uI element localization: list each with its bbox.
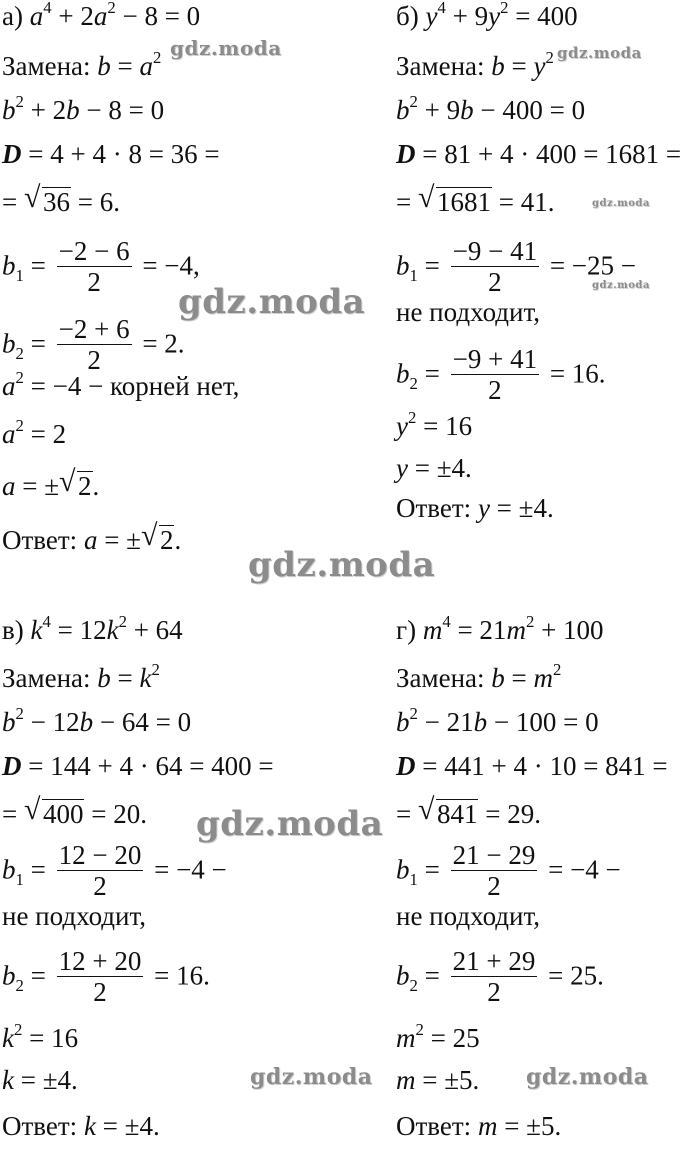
quadratic-a: $b^2 + 2b - 8 = 0$: [2, 91, 165, 125]
b2-b: $b_2$ = $\frac{-9 + 41}{2}$ = 16.: [396, 344, 606, 405]
discriminant-c: D = 144 + 4 · 64 = 400 =: [2, 751, 274, 781]
case2-d: m = ±5.: [396, 1065, 480, 1095]
substitution-b: Замена: $b = y^2$: [396, 47, 554, 81]
discriminant-d: D = 441 + 4 · 10 = 841 =: [396, 751, 668, 781]
substitution-d: Замена: $b = m^2$: [396, 659, 562, 693]
answer-d: Ответ: m = ±5.: [396, 1111, 562, 1141]
case3-a: a = ± √ 2.: [2, 465, 100, 501]
b1-note-d: не подходит,: [396, 901, 540, 931]
watermark: gdz.moda: [178, 282, 366, 322]
sqrt-sign: √ 841: [417, 793, 478, 829]
b2-a: $b_2$ = $\frac{-2 + 6}{2}$ = 2.: [2, 314, 185, 375]
equation-d: г) $m^4 = 21m^2 + 100$: [396, 611, 604, 645]
case1-b: $y^2 = 16$: [396, 407, 473, 441]
fraction: $\frac{12 - 20}{2}$: [58, 840, 142, 901]
quadratic-d: $b^2 - 21b - 100 = 0$: [396, 703, 599, 737]
fraction: $\frac{-9 + 41}{2}$: [452, 344, 538, 405]
b1-d: $b_1$ = $\frac{21 - 29}{2}$ = −4 −: [396, 840, 621, 901]
root-d: = √ 841 = 29.: [396, 793, 541, 829]
answer-b: Ответ: y = ±4.: [396, 493, 554, 523]
sqrt-sign: √ 36: [23, 181, 70, 217]
discriminant-b: D = 81 + 4 · 400 = 1681 =: [396, 139, 682, 169]
sqrt-sign: √ 2: [59, 465, 92, 501]
equation-b: б) $y^4 + 9y^2 = 400$: [396, 0, 578, 31]
fraction: $\frac{-2 + 6}{2}$: [58, 314, 130, 375]
b1-note-b: не подходит,: [396, 297, 540, 327]
sqrt-sign: √ 2: [140, 519, 174, 555]
b1-a: $b_1$ = $\frac{-2 - 6}{2}$ = −4,: [2, 236, 200, 297]
root-b: = √ 1681 = 41.: [396, 181, 555, 217]
answer-a: Ответ: a = ± √ 2.: [2, 519, 182, 555]
quadratic-c: $b^2 - 12b - 64 = 0$: [2, 703, 192, 737]
fraction: $\frac{12 + 20}{2}$: [58, 946, 142, 1007]
case2-a: $a^2 = 2$: [2, 415, 67, 449]
b1-note-c: не подходит,: [2, 901, 146, 931]
fraction: $\frac{21 + 29}{2}$: [452, 946, 536, 1007]
sqrt-sign: √ 1681: [417, 181, 491, 217]
fraction: $\frac{-9 - 41}{2}$: [452, 236, 538, 297]
substitution-c: Замена: $b = k^2$: [2, 659, 160, 693]
b2-d: $b_2$ = $\frac{21 + 29}{2}$ = 25.: [396, 946, 604, 1007]
watermark: gdz.moda: [592, 280, 650, 291]
quadratic-b: $b^2 + 9b - 400 = 0$: [396, 91, 586, 125]
watermark: gdz.moda: [250, 1064, 373, 1090]
answer-c: Ответ: k = ±4.: [2, 1111, 160, 1141]
case2-b: y = ±4.: [396, 453, 472, 483]
case2-c: k = ±4.: [2, 1065, 78, 1095]
b1-b: $b_1$ = $\frac{-9 - 41}{2}$ = −25 −: [396, 236, 637, 297]
fraction: $\frac{21 - 29}{2}$: [452, 840, 536, 901]
watermark: gdz.moda: [196, 804, 384, 844]
watermark: gdz.moda: [592, 198, 650, 209]
watermark: gdz.moda: [557, 44, 642, 62]
watermark: gdz.moda: [526, 1064, 649, 1090]
case1-a: $a^2 = -4$ − корней нет,: [2, 367, 240, 401]
equation-c: в) $k^4 = 12k^2 + 64$: [2, 611, 183, 645]
case1-d: $m^2 = 25$: [396, 1019, 480, 1053]
equation-a: а) $a^4 + 2a^2 - 8 = 0$: [2, 0, 201, 31]
discriminant-a: D = 4 + 4 · 8 = 36 =: [2, 139, 220, 169]
b1-c: $b_1$ = $\frac{12 - 20}{2}$ = −4 −: [2, 840, 227, 901]
watermark: gdz.moda: [170, 36, 282, 60]
fraction: $\frac{-2 - 6}{2}$: [58, 236, 130, 297]
root-a: = √ 36 = 6.: [2, 181, 120, 217]
root-c: = √ 400 = 20.: [2, 793, 147, 829]
sqrt-sign: √ 400: [23, 793, 84, 829]
b2-c: $b_2$ = $\frac{12 + 20}{2}$ = 16.: [2, 946, 210, 1007]
watermark: gdz.moda: [248, 545, 436, 585]
case1-c: $k^2 = 16$: [2, 1019, 79, 1053]
substitution-a: Замена: $b = a^2$: [2, 47, 162, 81]
